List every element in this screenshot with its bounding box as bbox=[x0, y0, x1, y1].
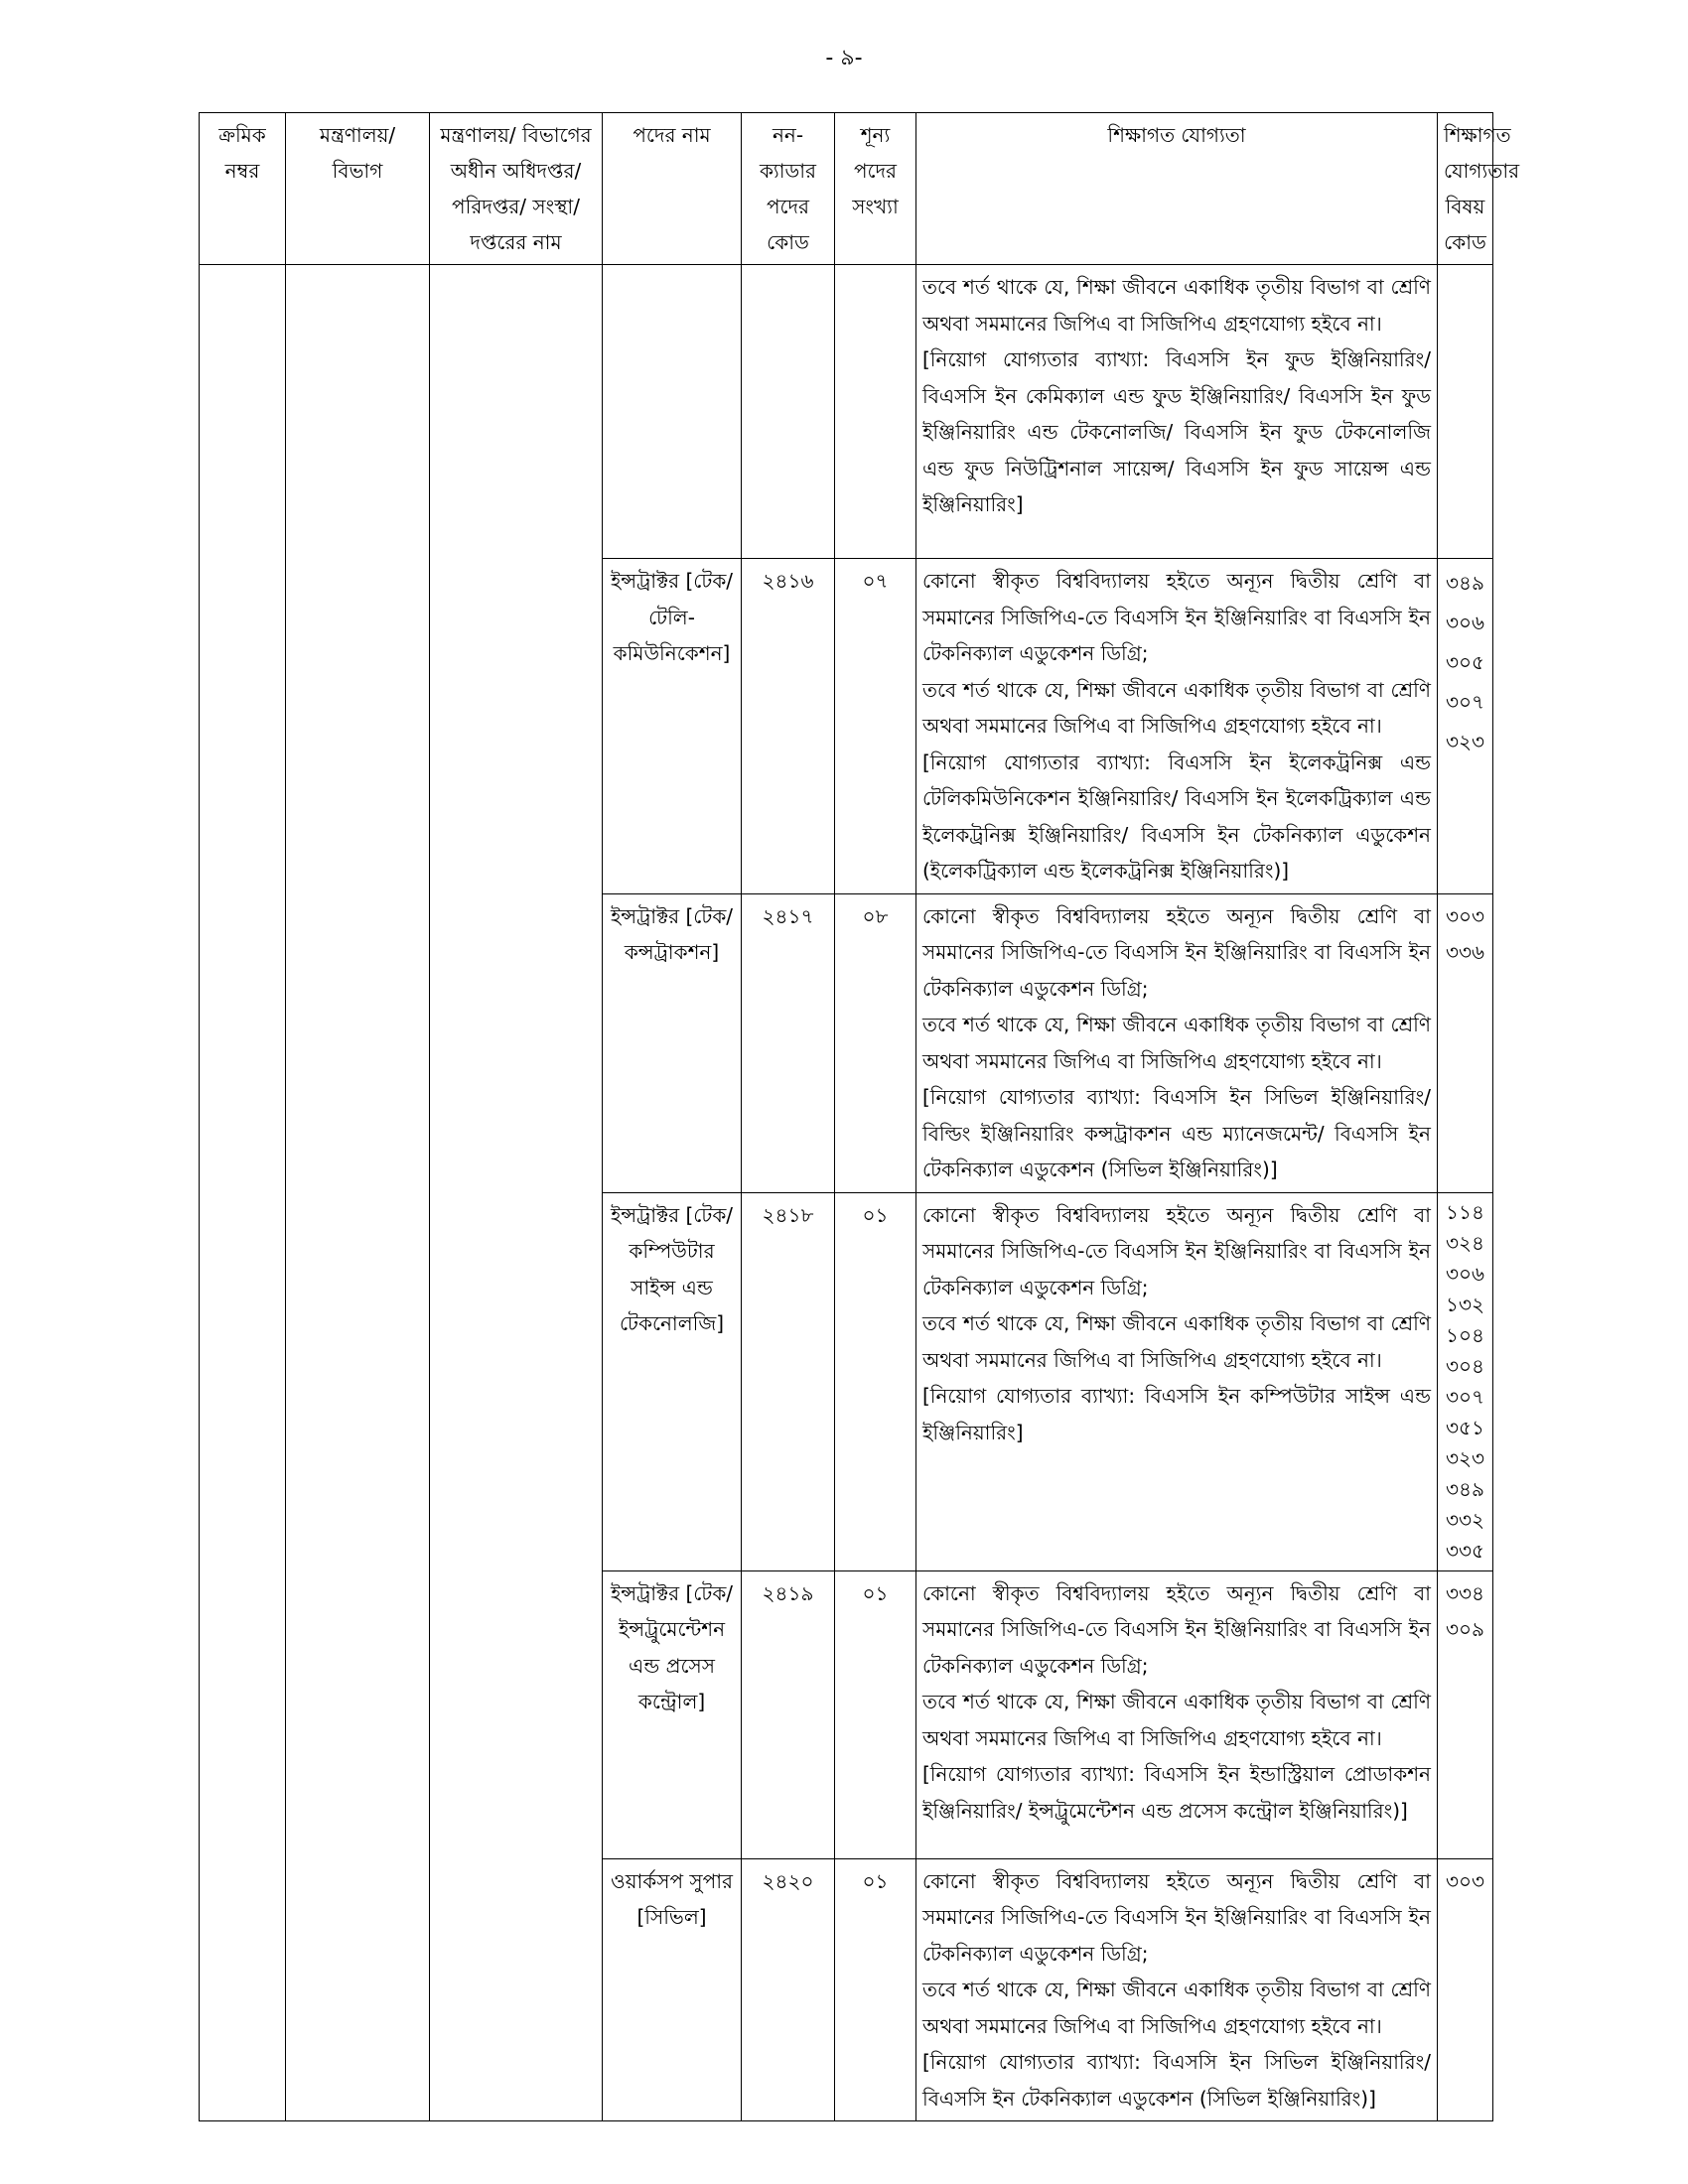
header-post-name: পদের নাম bbox=[603, 113, 742, 265]
subject-code: ৩২৩ bbox=[1445, 1445, 1484, 1470]
subject-code: ৩৩৫ bbox=[1446, 1538, 1484, 1563]
subject-code: ৩৩৪ bbox=[1446, 1580, 1484, 1605]
office-cell bbox=[430, 265, 603, 2121]
subject-code: ৩৪৯ bbox=[1446, 1476, 1484, 1501]
subject-code-cell bbox=[1438, 1192, 1493, 1570]
qualification-degree: কোনো স্বীকৃত বিশ্ববিদ্যালয় হইতে অন্যূন দ্বিতীয় শ্রেণি বা সমমানের সিজিপিএ-তে বিএসসি ইন ইঞ্জিনিয়ারিং বা বিএসসি ইন টেকনিক্যাল এডুকেশন ডিগ্রি; bbox=[922, 1202, 1431, 1299]
header-qualification: শিক্ষাগত যোগ্যতা bbox=[916, 113, 1438, 265]
qualification-degree: কোনো স্বীকৃত বিশ্ববিদ্যালয় হইতে অন্যূন দ্বিতীয় শ্রেণি বা সমমানের সিজিপিএ-তে বিএসসি ইন ইঞ্জিনিয়ারিং বা বিএসসি ইন টেকনিক্যাল এডুকেশন ডিগ্রি; bbox=[922, 569, 1431, 665]
count-cell: ০৭ bbox=[835, 559, 916, 894]
vacancy-table bbox=[199, 112, 1520, 2121]
post-name-cell: ইন্সট্রাক্টর [টেক/ কম্পিউটার সাইন্স এন্ড টেকনোলজি] bbox=[603, 1192, 742, 1570]
subject-code: ৩০৩ bbox=[1445, 903, 1484, 928]
subject-code: ১০৪ bbox=[1446, 1322, 1484, 1347]
code-cell: ২৪১৬ bbox=[742, 559, 835, 894]
qualification-degree: কোনো স্বীকৃত বিশ্ববিদ্যালয় হইতে অন্যূন দ্বিতীয় শ্রেণি বা সমমানের সিজিপিএ-তে বিএসসি ইন ইঞ্জিনিয়ারিং বা বিএসসি ইন টেকনিক্যাল এডুকেশন ডিগ্রি; bbox=[922, 1580, 1431, 1678]
code-cell bbox=[742, 265, 835, 559]
ministry-cell bbox=[286, 265, 430, 2121]
qualification-condition: তবে শর্ত থাকে যে, শিক্ষা জীবনে একাধিক তৃতীয় বিভাগ বা শ্রেণি অথবা সমমানের জিপিএ বা সিজিপিএ গ্রহণযোগ্য হইবে না। bbox=[922, 1978, 1431, 2038]
header-office: মন্ত্রণালয়/ বিভাগের অধীন অধিদপ্তর/ পরিদপ্তর/ সংস্থা/ দপ্তরের নাম bbox=[430, 113, 603, 265]
subject-code: ৩০৯ bbox=[1446, 1617, 1484, 1641]
count-cell: ০১ bbox=[835, 1570, 916, 1858]
serial-cell bbox=[200, 265, 286, 2121]
page-number: - ৯- bbox=[825, 46, 863, 70]
qualification-explanation: [নিয়োগ যোগ্যতার ব্যাখ্যা: বিএসসি ইন সিভিল ইঞ্জিনিয়ারিং/ বিএসসি ইন টেকনিক্যাল এডুকেশন (সিভিল ইঞ্জিনিয়ারিং)] bbox=[922, 2050, 1431, 2111]
qualification-explanation: [নিয়োগ যোগ্যতার ব্যাখ্যা: বিএসসি ইন সিভিল ইঞ্জিনিয়ারিং/ বিল্ডিং ইঞ্জিনিয়ারিং কন্সট্রাকশন এন্ড ম্যানেজমেন্ট/ বিএসসি ইন টেকনিক্যাল এডুকেশন (সিভিল ইঞ্জিনিয়ারিং)] bbox=[922, 1085, 1431, 1181]
qualification-cell bbox=[916, 265, 1438, 559]
subject-code-cell bbox=[1438, 893, 1493, 1192]
subject-code-cell bbox=[1438, 1858, 1493, 2121]
qualification-explanation: [নিয়োগ যোগ্যতার ব্যাখ্যা: বিএসসি ইন ইলেকট্রনিক্স এন্ড টেলিকমিউনিকেশন ইঞ্জিনিয়ারিং/ বিএসসি ইন ইলেকট্রিক্যাল এন্ড ইলেকট্রনিক্স ইঞ্জিনিয়ারিং/ বিএসসি ইন টেকনিক্যাল এডুকেশন (ইলেকট্রিক্যাল এন্ড ইলেকট্রনিক্স ইঞ্জিনিয়ারিং)] bbox=[922, 750, 1431, 883]
qualification-cell bbox=[916, 559, 1438, 894]
post-name-cell: ইন্সট্রাক্টর [টেক/ ইন্সট্রুমেন্টেশন এন্ড প্রসেস কন্ট্রোল] bbox=[603, 1570, 742, 1858]
subject-code: ৩০৭ bbox=[1445, 1384, 1484, 1409]
qualification-condition: তবে শর্ত থাকে যে, শিক্ষা জীবনে একাধিক তৃতীয় বিভাগ বা শ্রেণি অথবা সমমানের জিপিএ বা সিজিপিএ গ্রহণযোগ্য হইবে না। bbox=[922, 275, 1431, 336]
count-cell: ০১ bbox=[835, 1858, 916, 2121]
qualification-cell bbox=[916, 1192, 1438, 1570]
qualification-condition: তবে শর্ত থাকে যে, শিক্ষা জীবনে একাধিক তৃতীয় বিভাগ বা শ্রেণি অথবা সমমানের জিপিএ বা সিজিপিএ গ্রহণযোগ্য হইবে না। bbox=[922, 1311, 1431, 1372]
subject-code-cell bbox=[1438, 1570, 1493, 1858]
code-cell: ২৪১৮ bbox=[742, 1192, 835, 1570]
subject-code-cell bbox=[1438, 265, 1493, 559]
qualification-explanation: [নিয়োগ যোগ্যতার ব্যাখ্যা: বিএসসি ইন ইন্ডাস্ট্রিয়াল প্রোডাকশন ইঞ্জিনিয়ারিং/ ইন্সট্রুমেন্টেশন এন্ড প্রসেস কন্ট্রোল ইঞ্জিনিয়ারিং)] bbox=[922, 1762, 1431, 1823]
subject-code: ৩০৭ bbox=[1445, 690, 1484, 714]
subject-code: ৩০৬ bbox=[1445, 1261, 1484, 1286]
qualification-cell bbox=[916, 1570, 1438, 1858]
count-cell bbox=[835, 265, 916, 559]
subject-code: ৩০৫ bbox=[1446, 650, 1484, 674]
subject-code: ৩৫১ bbox=[1446, 1415, 1484, 1439]
qualification-explanation: [নিয়োগ যোগ্যতার ব্যাখ্যা: বিএসসি ইন ফুড ইঞ্জিনিয়ারিং/ বিএসসি ইন কেমিক্যাল এন্ড ফুড ইঞ্জিনিয়ারিং/ বিএসসি ইন ফুড ইঞ্জিনিয়ারিং এন্ড টেকনোলজি/ বিএসসি ইন ফুড টেকনোলজি এন্ড ফুড নিউট্রিশনাল সায়েন্স/ বিএসসি ইন ফুড সায়েন্স এন্ড ইঞ্জিনিয়ারিং] bbox=[922, 347, 1431, 516]
code-cell: ২৪২০ bbox=[742, 1858, 835, 2121]
header-ministry: মন্ত্রণালয়/ বিভাগ bbox=[286, 113, 430, 265]
post-name-cell: ওয়ার্কসপ সুপার [সিভিল] bbox=[603, 1858, 742, 2121]
code-cell: ২৪১৭ bbox=[742, 893, 835, 1192]
qualification-condition: তবে শর্ত থাকে যে, শিক্ষা জীবনে একাধিক তৃতীয় বিভাগ বা শ্রেণি অথবা সমমানের জিপিএ বা সিজিপিএ গ্রহণযোগ্য হইবে না। bbox=[922, 1690, 1431, 1750]
code-cell: ২৪১৯ bbox=[742, 1570, 835, 1858]
subject-code: ১১৪ bbox=[1446, 1199, 1484, 1224]
qualification-degree: কোনো স্বীকৃত বিশ্ববিদ্যালয় হইতে অন্যূন দ্বিতীয় শ্রেণি বা সমমানের সিজিপিএ-তে বিএসসি ইন ইঞ্জিনিয়ারিং বা বিএসসি ইন টেকনিক্যাল এডুকেশন ডিগ্রি; bbox=[922, 1868, 1431, 1966]
qualification-degree: কোনো স্বীকৃত বিশ্ববিদ্যালয় হইতে অন্যূন দ্বিতীয় শ্রেণি বা সমমানের সিজিপিএ-তে বিএসসি ইন ইঞ্জিনিয়ারিং বা বিএসসি ইন টেকনিক্যাল এডুকেশন ডিগ্রি; bbox=[922, 903, 1431, 1001]
table-row bbox=[200, 265, 1493, 559]
post-name-cell: ইন্সট্রাক্টর [টেক/ কন্সট্রাকশন] bbox=[603, 893, 742, 1192]
table-body bbox=[200, 265, 1493, 2121]
subject-code: ৩০৪ bbox=[1446, 1353, 1484, 1378]
subject-code-cell bbox=[1438, 559, 1493, 894]
subject-code: ১৩২ bbox=[1446, 1292, 1484, 1316]
post-name-cell bbox=[603, 265, 742, 559]
qualification-explanation: [নিয়োগ যোগ্যতার ব্যাখ্যা: বিএসসি ইন কম্পিউটার সাইন্স এন্ড ইঞ্জিনিয়ারিং] bbox=[922, 1384, 1431, 1444]
header-subject-code: শিক্ষাগত যোগ্যতার বিষয় কোড bbox=[1438, 113, 1493, 265]
subject-code: ৩২৪ bbox=[1446, 1230, 1484, 1255]
subject-code: ৩২৩ bbox=[1445, 730, 1484, 753]
count-cell: ০৮ bbox=[835, 893, 916, 1192]
subject-code: ৩৩২ bbox=[1445, 1507, 1484, 1532]
qualification-condition: তবে শর্ত থাকে যে, শিক্ষা জীবনে একাধিক তৃতীয় বিভাগ বা শ্রেণি অথবা সমমানের জিপিএ বা সিজিপিএ গ্রহণযোগ্য হইবে না। bbox=[922, 1013, 1431, 1073]
table-header bbox=[200, 113, 1520, 265]
header-vacancy-count: শূন্য পদের সংখ্যা bbox=[835, 113, 916, 265]
qualification-cell bbox=[916, 1858, 1438, 2121]
post-name-cell: ইন্সট্রাক্টর [টেক/টেলি-কমিউনিকেশন] bbox=[603, 559, 742, 894]
qualification-condition: তবে শর্ত থাকে যে, শিক্ষা জীবনে একাধিক তৃতীয় বিভাগ বা শ্রেণি অথবা সমমানের জিপিএ বা সিজিপিএ গ্রহণযোগ্য হইবে না। bbox=[922, 677, 1431, 738]
count-cell: ০১ bbox=[835, 1192, 916, 1570]
subject-code: ৩৪৯ bbox=[1446, 571, 1484, 595]
subject-code: ৩০৬ bbox=[1445, 611, 1484, 634]
header-serial: ক্রমিক নম্বর bbox=[200, 113, 286, 265]
subject-code: ৩০৩ bbox=[1445, 1868, 1484, 1893]
header-non-cadre-code: নন-ক্যাডার পদের কোড bbox=[742, 113, 835, 265]
subject-code: ৩৩৬ bbox=[1445, 940, 1484, 964]
qualification-cell bbox=[916, 893, 1438, 1192]
